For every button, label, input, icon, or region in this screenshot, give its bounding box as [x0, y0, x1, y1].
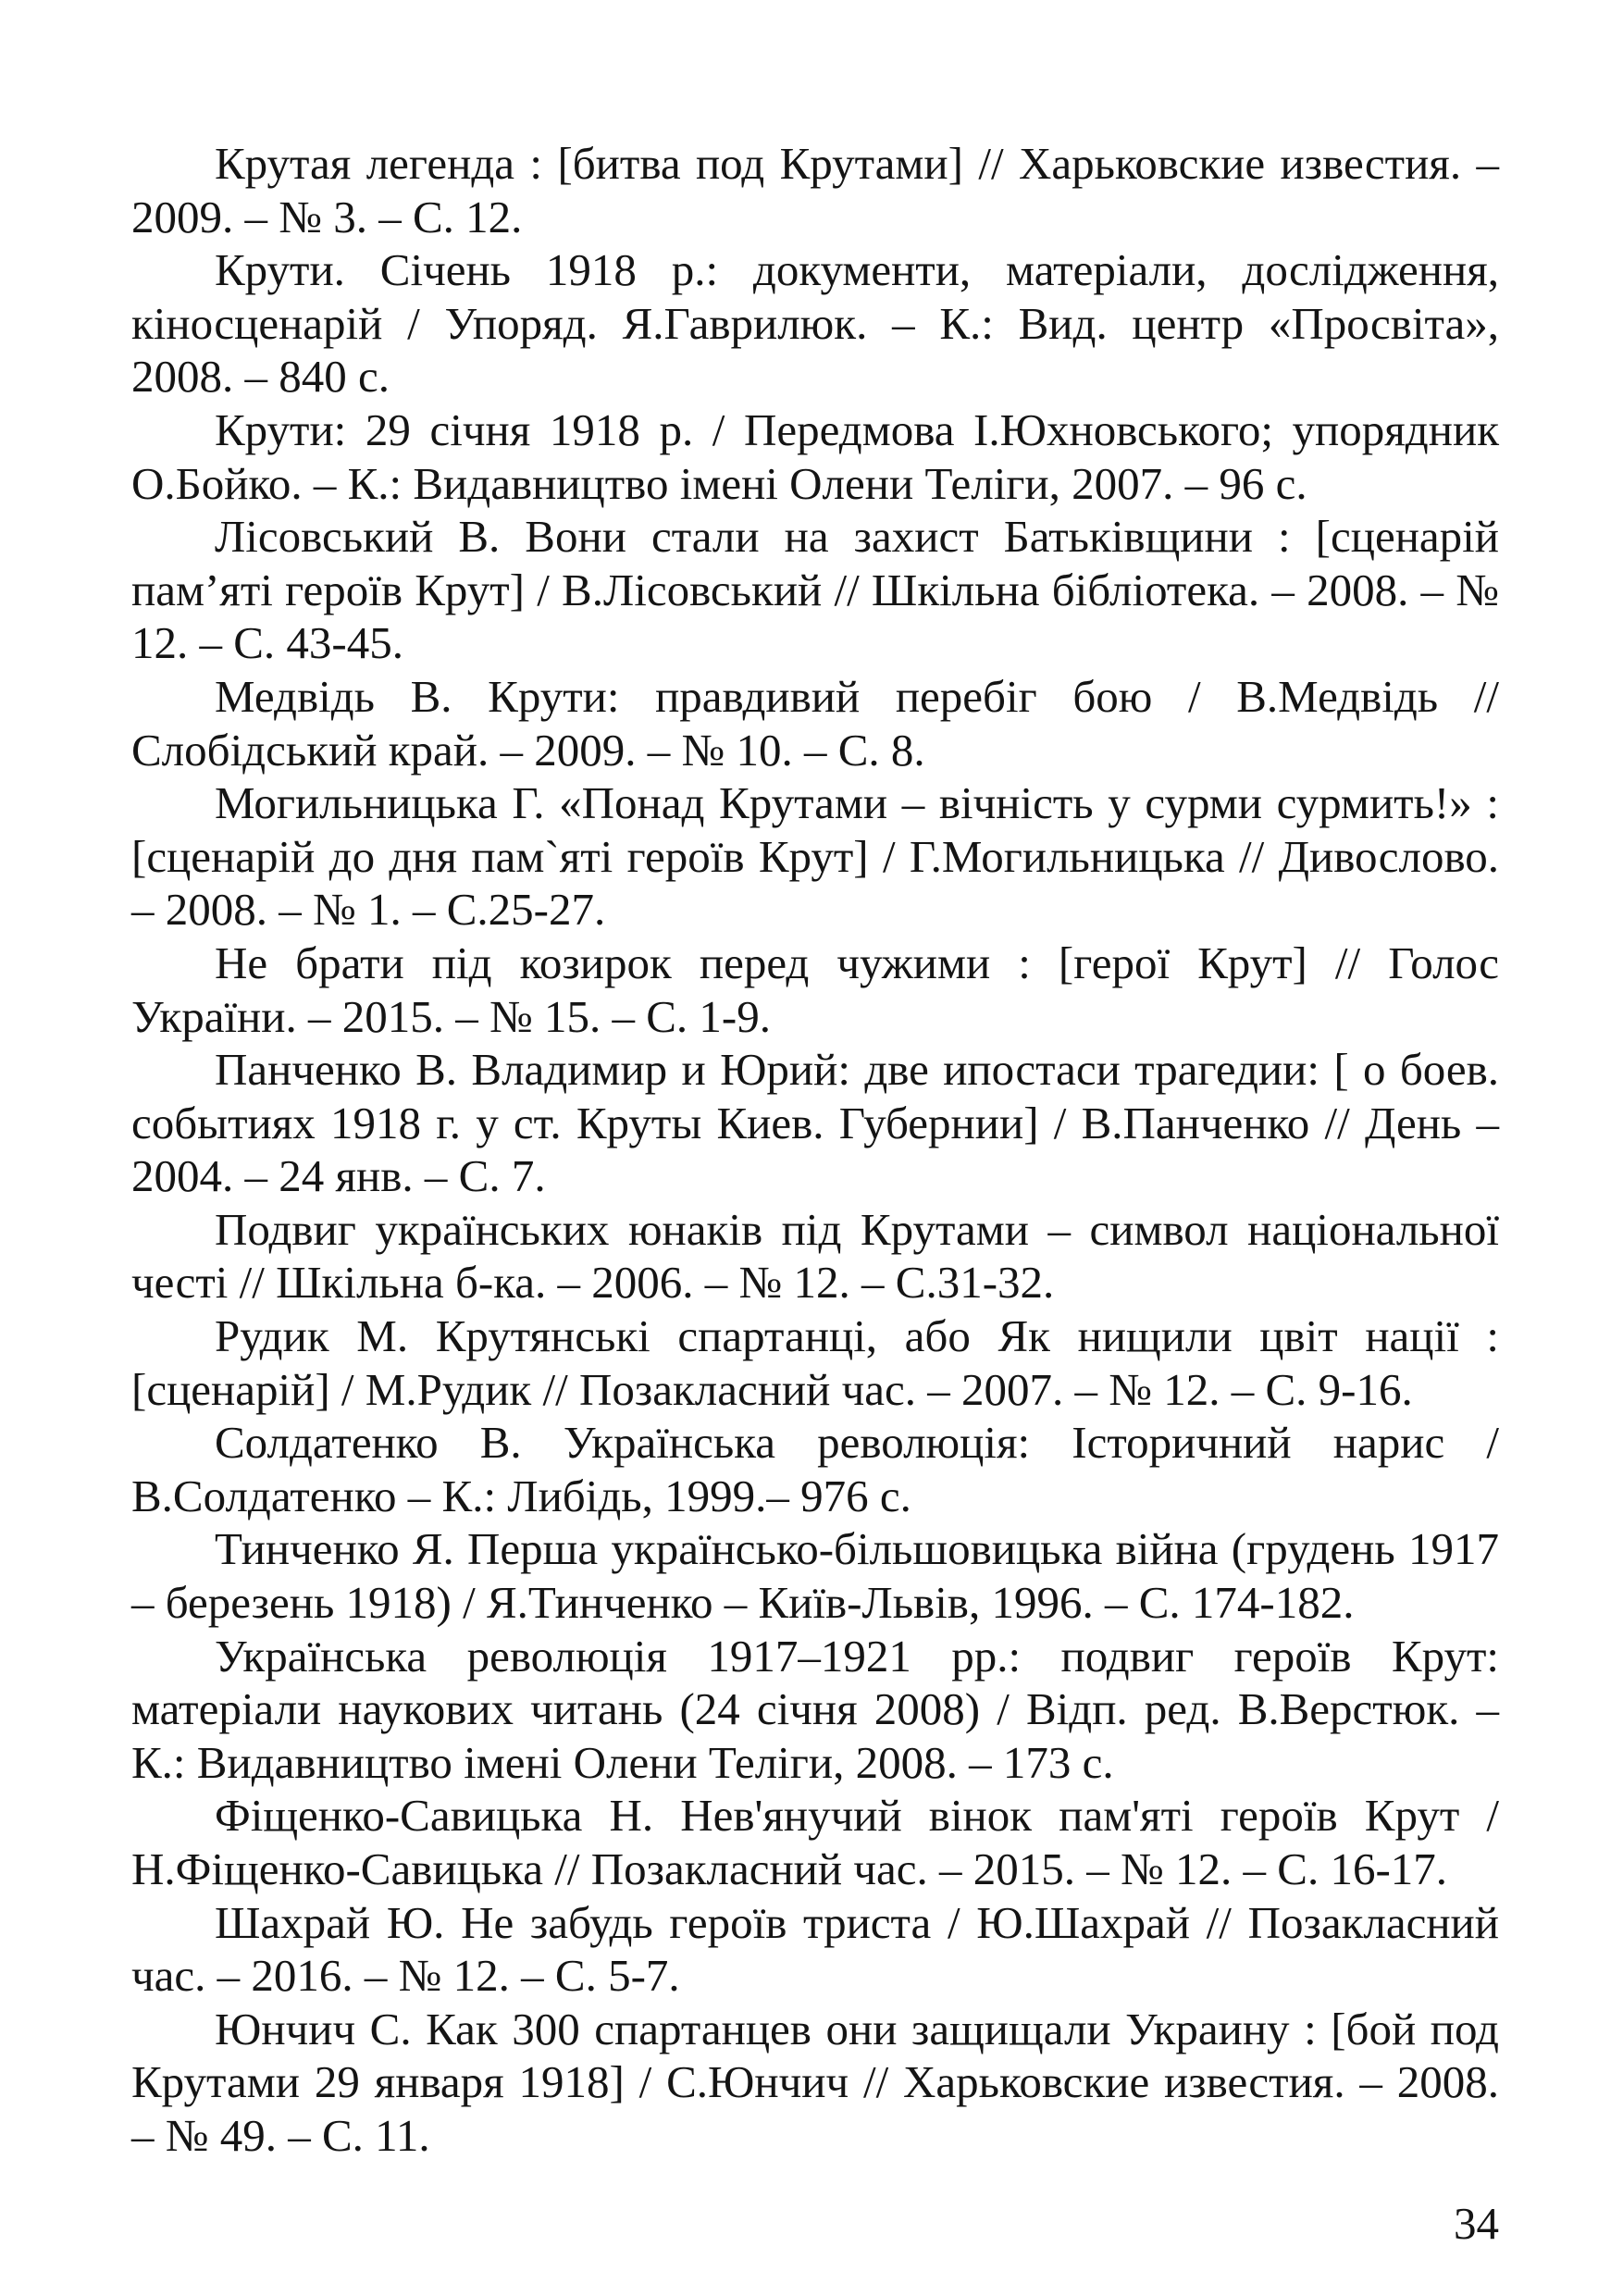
page-number: 34: [1454, 2198, 1499, 2249]
bibliography-entry: Юнчич С. Как 300 спартанцев они защищали Украину : [бой под Крутами 29 января 1918] / С.Юнчич // Харьковские известия. – 2008. – № 49. – С. 11.: [131, 2003, 1499, 2161]
bibliography-entry: Крути: 29 січня 1918 р. / Передмова І.Юхновського; упорядник О.Бойко. – К.: Видавництво імені Олени Теліги, 2007. – 96 с.: [131, 403, 1499, 509]
bibliography-entry: Медвідь В. Крути: правдивий перебіг бою / В.Медвідь // Слобідський край. – 2009. – № 10. – С. 8.: [131, 670, 1499, 776]
bibliography-entry: Могильницька Г. «Понад Крутами – вічність у сурми сурмить!» : [сценарій до дня пам`яті героїв Крут] / Г.Могильницька // Дивослово. – 2008. – № 1. – С.25-27.: [131, 777, 1499, 936]
bibliography-entry: Крути. Січень 1918 р.: документи, матеріали, дослідження, кіносценарій / Упоряд. Я.Гаврилюк. – К.: Вид. центр «Просвіта», 2008. – 840 с.: [131, 244, 1499, 403]
bibliography-entry: Панченко В. Владимир и Юрий: две ипостаси трагедии: [ о боев. событиях 1918 г. у ст. Круты Киев. Губернии] / В.Панченко // День – 2004. – 24 янв. – С. 7.: [131, 1044, 1499, 1202]
bibliography-entry: Не брати під козирок перед чужими : [герої Крут] // Голос України. – 2015. – № 15. – С. 1-9.: [131, 937, 1499, 1042]
bibliography-entry: Солдатенко В. Українська революція: Історичний нарис / В.Солдатенко – К.: Либідь, 1999.– 976 с.: [131, 1417, 1499, 1521]
bibliography-entry: Подвиг українських юнаків під Крутами – символ національної честі // Шкільна б-ка. – 2006. – № 12. – С.31-32.: [131, 1203, 1499, 1309]
bibliography-entry: Українська революція 1917–1921 рр.: подвиг героїв Крут: матеріали наукових читань (24 січня 2008) / Відп. ред. В.Верстюк. – К.: Видавництво імені Олени Теліги, 2008. – 173 с.: [131, 1630, 1499, 1788]
bibliography-entry: Фіщенко-Савицька Н. Нев'янучий вінок пам'яті героїв Крут / Н.Фіщенко-Савицька // Позакласний час. – 2015. – № 12. – С. 16-17.: [131, 1790, 1499, 1894]
bibliography-entry: Тинченко Я. Перша українсько-більшовицька війна (грудень 1917 – березень 1918) / Я.Тинченко – Київ-Львів, 1996. – С. 174-182.: [131, 1523, 1499, 1629]
bibliography-entry: Шахрай Ю. Не забудь героїв триста / Ю.Шахрай // Позакласний час. – 2016. – № 12. – С. 5-7.: [131, 1896, 1499, 2002]
bibliography-entry: Лісовський В. Вони стали на захист Батьківщини : [сценарій пам’яті героїв Крут] / В.Лісовський // Шкільна бібліотека. – 2008. – № 12. – С. 43-45.: [131, 511, 1499, 669]
bibliography-entry: Рудик М. Крутянські спартанці, або Як нищили цвіт нації : [сценарій] / М.Рудик // Позакласний час. – 2007. – № 12. – С. 9-16.: [131, 1310, 1499, 1415]
bibliography-entry: Крутая легенда : [битва под Крутами] // Харьковские известия. – 2009. – № 3. – С. 12.: [131, 138, 1499, 242]
bibliography-list: [131, 137, 1499, 2163]
